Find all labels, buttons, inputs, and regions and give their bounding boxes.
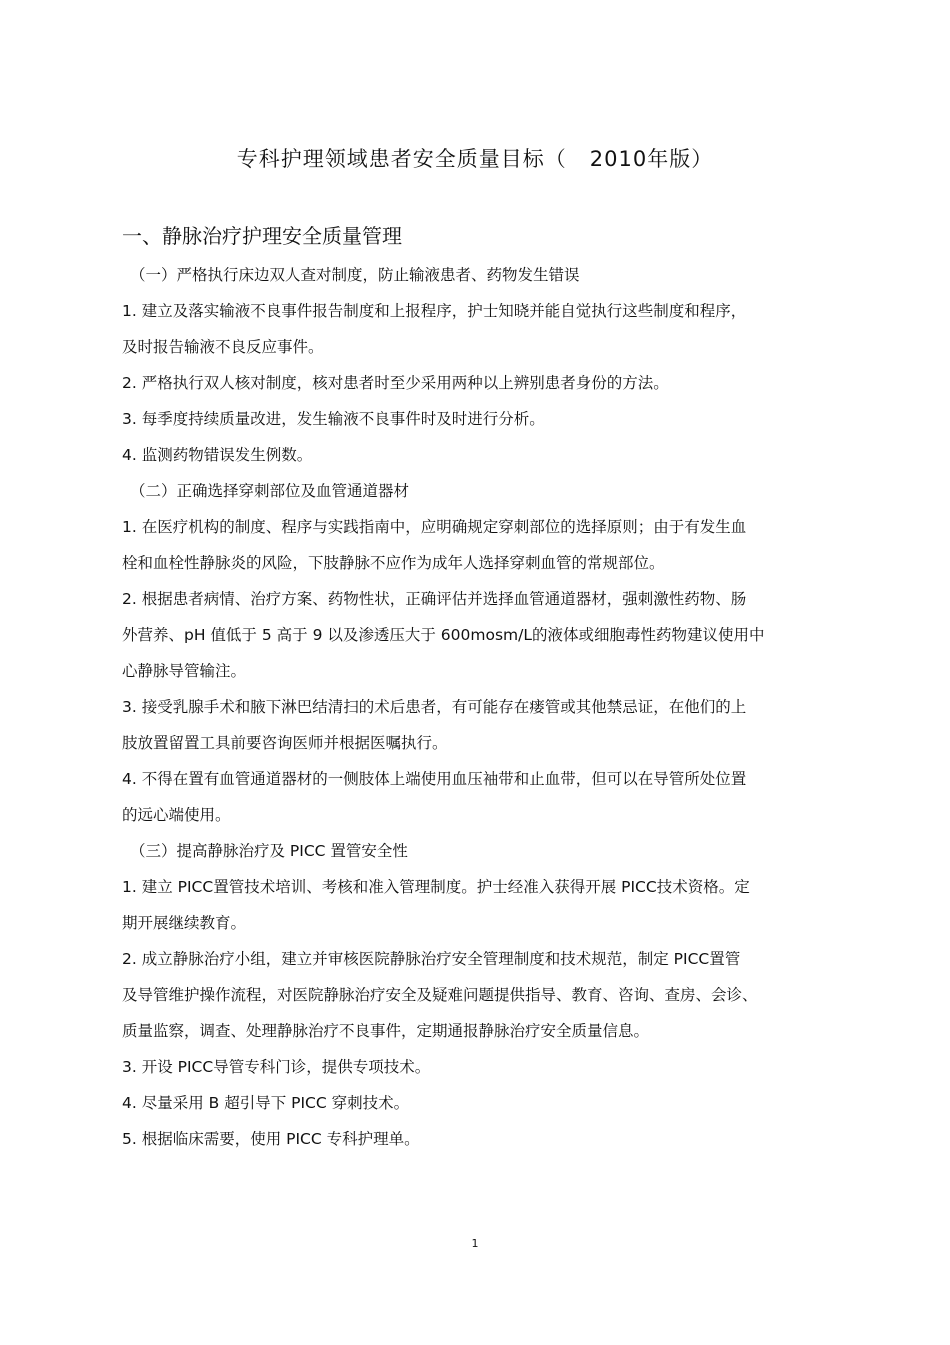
body-line: 5. 根据临床需要，使用 PICC 专科护理单。 bbox=[122, 1130, 420, 1148]
body-line: 4. 尽量采用 B 超引导下 PICC 穿刺技术。 bbox=[122, 1094, 410, 1112]
body-line: 心静脉导管输注。 bbox=[122, 662, 247, 680]
document-title: 专科护理领域患者安全质量目标（ 2010年版） bbox=[236, 147, 714, 171]
body-line: 3. 接受乳腺手术和腋下淋巴结清扫的术后患者，有可能存在瘘管或其他禁忌证，在他们的上 bbox=[122, 698, 747, 716]
body-line: 3. 每季度持续质量改进，发生输液不良事件时及时进行分析。 bbox=[122, 410, 545, 428]
body-line: 2. 严格执行双人核对制度，核对患者时至少采用两种以上辨别患者身份的方法。 bbox=[122, 374, 669, 392]
document-body bbox=[122, 257, 830, 1157]
body-line: 1. 建立 PICC置管技术培训、考核和准入管理制度。护士经准入获得开展 PICC技术资格。定 bbox=[122, 878, 750, 896]
subsection-heading: （二）正确选择穿刺部位及血管通道器材 bbox=[130, 482, 410, 500]
body-line: 肢放置留置工具前要咨询医师并根据医嘱执行。 bbox=[122, 734, 448, 752]
body-line: 质量监察，调查、处理静脉治疗不良事件，定期通报静脉治疗安全质量信息。 bbox=[122, 1022, 650, 1040]
subsection-heading: （一）严格执行床边双人查对制度，防止输液患者、药物发生错误 bbox=[130, 266, 580, 284]
body-line: 及导管维护操作流程，对医院静脉治疗安全及疑难问题提供指导、教育、咨询、查房、会诊、 bbox=[122, 986, 758, 1004]
body-line: 期开展继续教育。 bbox=[122, 914, 247, 932]
page-number: 1 bbox=[471, 1237, 479, 1250]
section-heading: 一、静脉治疗护理安全质量管理 bbox=[122, 224, 402, 248]
body-line: 2. 根据患者病情、治疗方案、药物性状，正确评估并选择血管通道器材，强刺激性药物、肠 bbox=[122, 590, 747, 608]
body-line: 及时报告输液不良反应事件。 bbox=[122, 338, 324, 356]
body-line: 4. 不得在置有血管通道器材的一侧肢体上端使用血压袖带和止血带，但可以在导管所处位置 bbox=[122, 770, 747, 788]
body-line: 的远心端使用。 bbox=[122, 806, 231, 824]
body-line: 4. 监测药物错误发生例数。 bbox=[122, 446, 313, 464]
body-line: 1. 在医疗机构的制度、程序与实践指南中，应明确规定穿刺部位的选择原则；由于有发生血 bbox=[122, 518, 747, 536]
body-line: 2. 成立静脉治疗小组，建立并审核医院静脉治疗安全管理制度和技术规范，制定 PICC置管 bbox=[122, 950, 741, 968]
subsection-heading: （三）提高静脉治疗及 PICC 置管安全性 bbox=[130, 842, 408, 860]
body-line: 栓和血栓性静脉炎的风险，下肢静脉不应作为成年人选择穿刺血管的常规部位。 bbox=[122, 554, 665, 572]
body-line: 3. 开设 PICC导管专科门诊，提供专项技术。 bbox=[122, 1058, 431, 1076]
body-line: 1. 建立及落实输液不良事件报告制度和上报程序，护士知晓并能自觉执行这些制度和程序， bbox=[122, 302, 747, 320]
body-line: 外营养、pH 值低于 5 高于 9 以及渗透压大于 600mosm/L的液体或细胞毒性药物建议使用中 bbox=[122, 626, 765, 644]
